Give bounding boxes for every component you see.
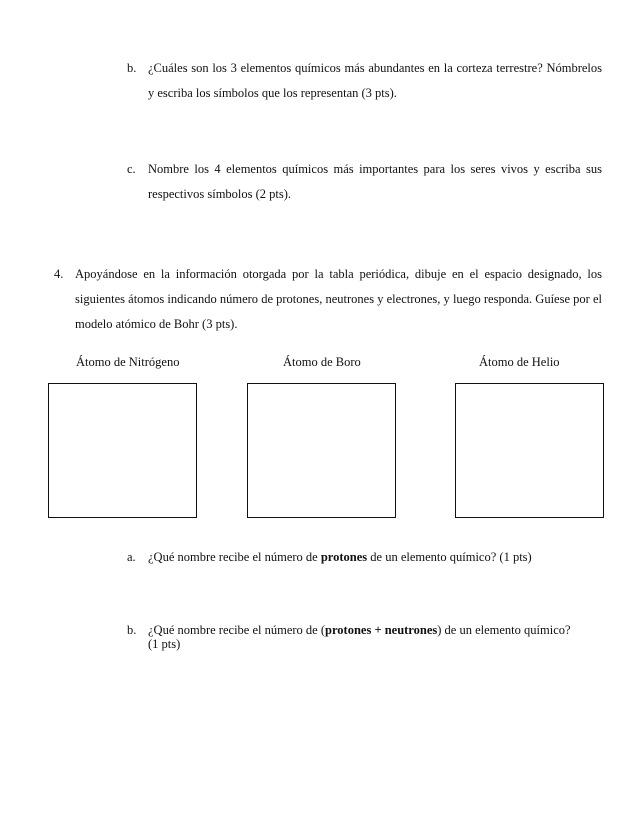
drawing-box-helium[interactable] <box>455 383 604 518</box>
question-4-number: 4. <box>54 267 64 281</box>
item-a-text-before: ¿Qué nombre recibe el número de <box>148 550 321 564</box>
atom-label-helium: Átomo de Helio <box>479 355 560 369</box>
item-a-bold-term: protones <box>320 550 368 564</box>
item-c-question: Nombre los 4 elementos químicos más importantes para los seres vivos y escriba sus respectivos símbolos (2 pts). <box>148 162 602 201</box>
item-b-question: ¿Cuáles son los 3 elementos químicos más abundantes en la corteza terrestre? Nómbrelos y escriba los símbolos que los representan (3 pts). <box>148 61 602 100</box>
item-b2-marker: b. <box>127 623 137 637</box>
drawing-box-boron[interactable] <box>247 383 396 518</box>
item-b2-bold-term: protones + neutrones <box>325 623 438 637</box>
item-a-question <box>148 549 532 565</box>
question-4-text: Apoyándose en la información otorgada por la tabla periódica, dibuje en el espacio designado, los siguientes átomos indicando número de protones, neutrones y electrones, y luego responda. Guíese por el modelo atómico de Bohr (3 pts). <box>75 267 602 331</box>
item-b2-question <box>148 622 571 638</box>
item-a-marker: a. <box>127 550 136 564</box>
item-b2-text-after: ) de un elemento químico? <box>437 623 571 637</box>
item-b2-text-before: ¿Qué nombre recibe el número de ( <box>148 623 326 637</box>
atom-label-boron: Átomo de Boro <box>283 355 361 369</box>
item-b-marker: b. <box>127 61 137 75</box>
atom-label-nitrogen: Átomo de Nitrógeno <box>76 355 180 369</box>
item-c-marker: c. <box>127 162 136 176</box>
drawing-box-nitrogen[interactable] <box>48 383 197 518</box>
item-b2-points: (1 pts) <box>148 637 181 651</box>
item-a-text-after: de un elemento químico? (1 pts) <box>367 550 532 564</box>
